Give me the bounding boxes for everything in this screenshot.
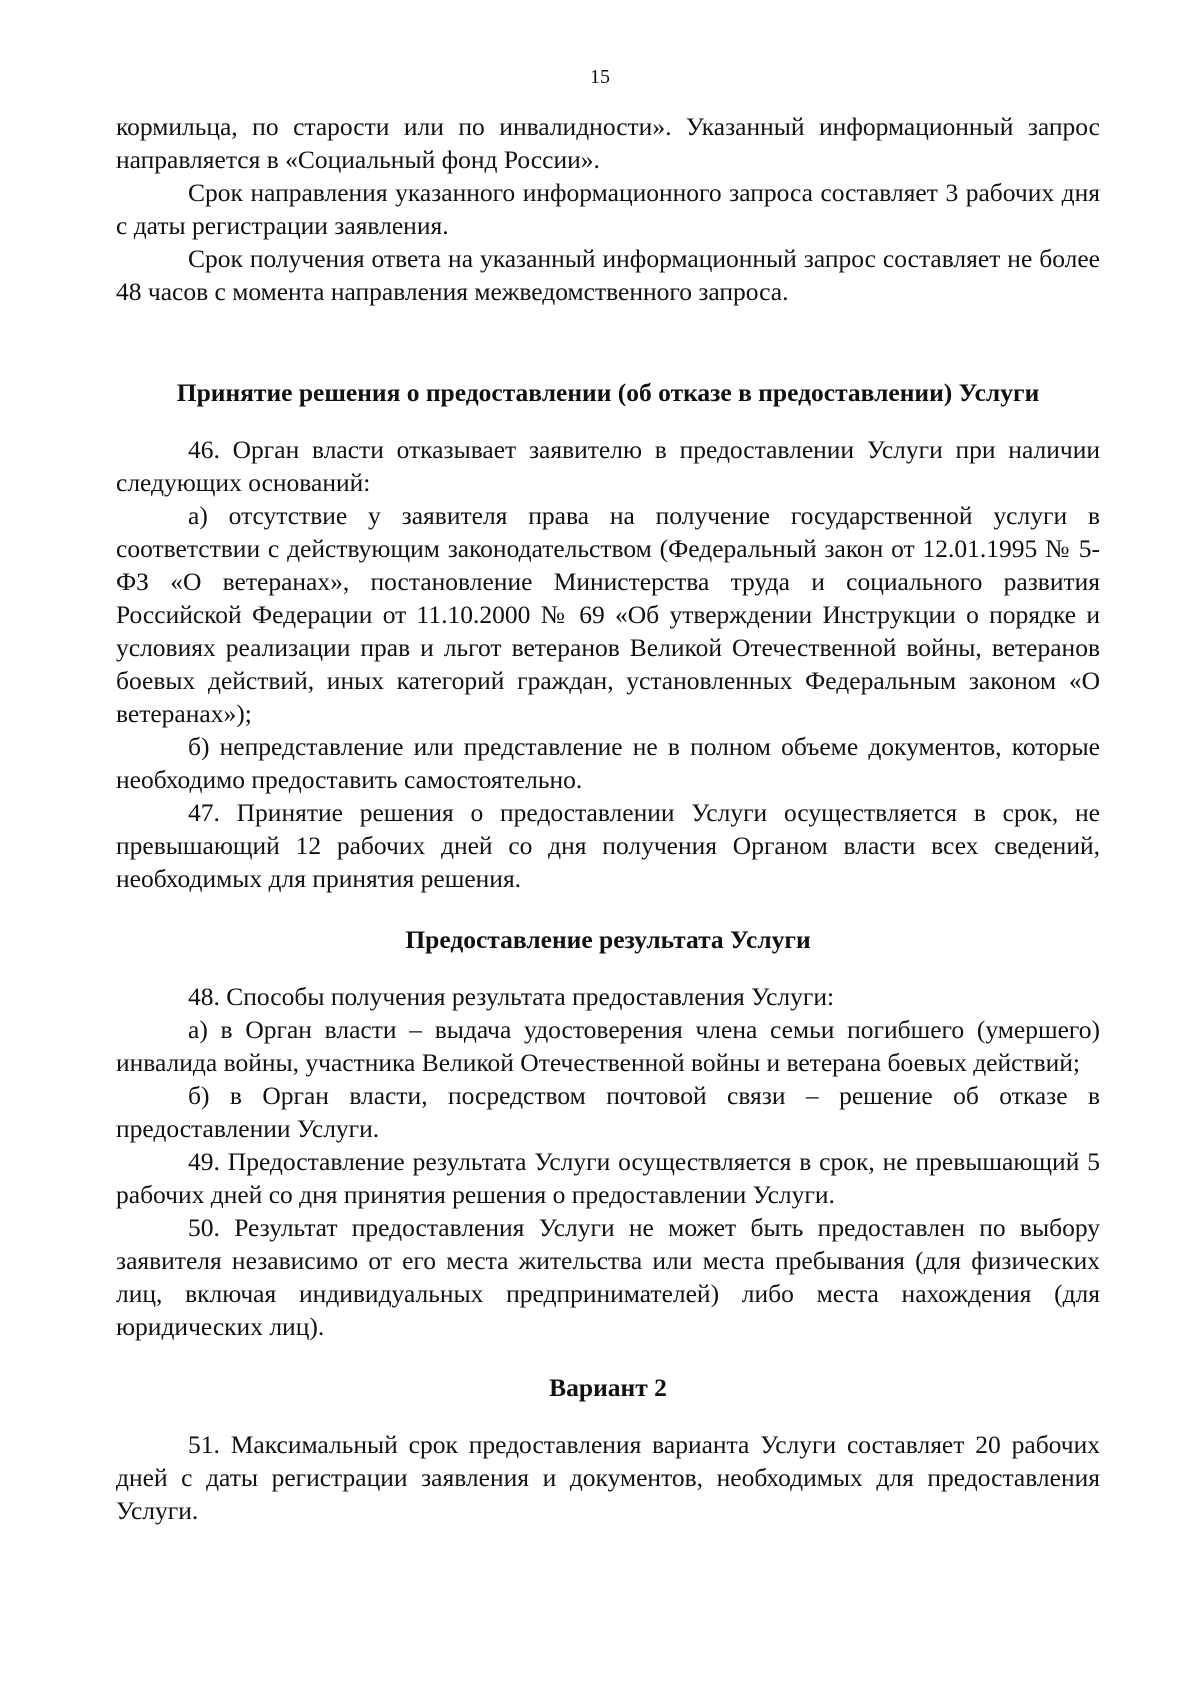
page-number: 15 [590,66,610,88]
paragraph-48: 48. Способы получения результата предоставления Услуги: [188,982,835,1011]
section-heading-result: Предоставление результата Услуги [405,925,811,954]
paragraph-request-deadline: Срок направления указанного информационного запроса составляет 3 рабочих дня с даты регистрации заявления. [116,178,1100,240]
paragraph-46: 46. Орган власти отказывает заявителю в предоставлении Услуги при наличии следующих оснований: [116,435,1100,497]
paragraph-51: 51. Максимальный срок предоставления варианта Услуги составляет 20 рабочих дней с даты регистрации заявления и документов, необходимых для предоставления Услуги. [116,1430,1100,1525]
paragraph-response-deadline: Срок получения ответа на указанный информационный запрос составляет не более 48 часов с момента направления межведомственного запроса. [116,244,1100,306]
paragraph-48-b: б) в Орган власти, посредством почтовой связи – решение об отказе в предоставлении Услуги. [116,1081,1100,1143]
paragraph-49: 49. Предоставление результата Услуги осуществляется в срок, не превышающий 5 рабочих дней со дня принятия решения о предоставлении Услуги. [116,1147,1100,1209]
paragraph-50: 50. Результат предоставления Услуги не может быть предоставлен по выбору заявителя независимо от его места жительства или места пребывания (для физических лиц, включая индивидуальных предпринимателей) либо места нахождения (для юридических лиц). [116,1213,1100,1341]
paragraph-46-b: б) непредставление или представление не в полном объеме документов, которые необходимо предоставить самостоятельно. [116,732,1100,794]
document-body [116,110,1100,1527]
paragraph-46-a: а) отсутствие у заявителя права на получение государственной услуги в соответствии с действующим законодательством (Федеральный закон от 12.01.1995 № 5-ФЗ «О ветеранах», постановление Министерства труда и социального развития Российской Федерации от 11.10.2000 № 69 «Об утверждении Инструкции о порядке и условиях реализации прав и льгот ветеранов Великой Отечественной войны, ветеранов боевых действий, иных категорий граждан, установленных Федеральным законом «О ветеранах»); [116,501,1100,728]
paragraph-47: 47. Принятие решения о предоставлении Услуги осуществляется в срок, не превышающий 12 рабочих дней со дня получения Органом власти всех сведений, необходимых для принятия решения. [116,798,1100,893]
section-heading-variant: Вариант 2 [549,1373,667,1402]
paragraph-intro-continuation: кормильца, по старости или по инвалидности». Указанный информационный запрос направляется в «Социальный фонд России». [116,112,1100,174]
paragraph-48-a: а) в Орган власти – выдача удостоверения члена семьи погибшего (умершего) инвалида войны, участника Великой Отечественной войны и ветерана боевых действий; [116,1015,1100,1077]
section-heading-decision: Принятие решения о предоставлении (об отказе в предоставлении) Услуги [176,378,1040,407]
